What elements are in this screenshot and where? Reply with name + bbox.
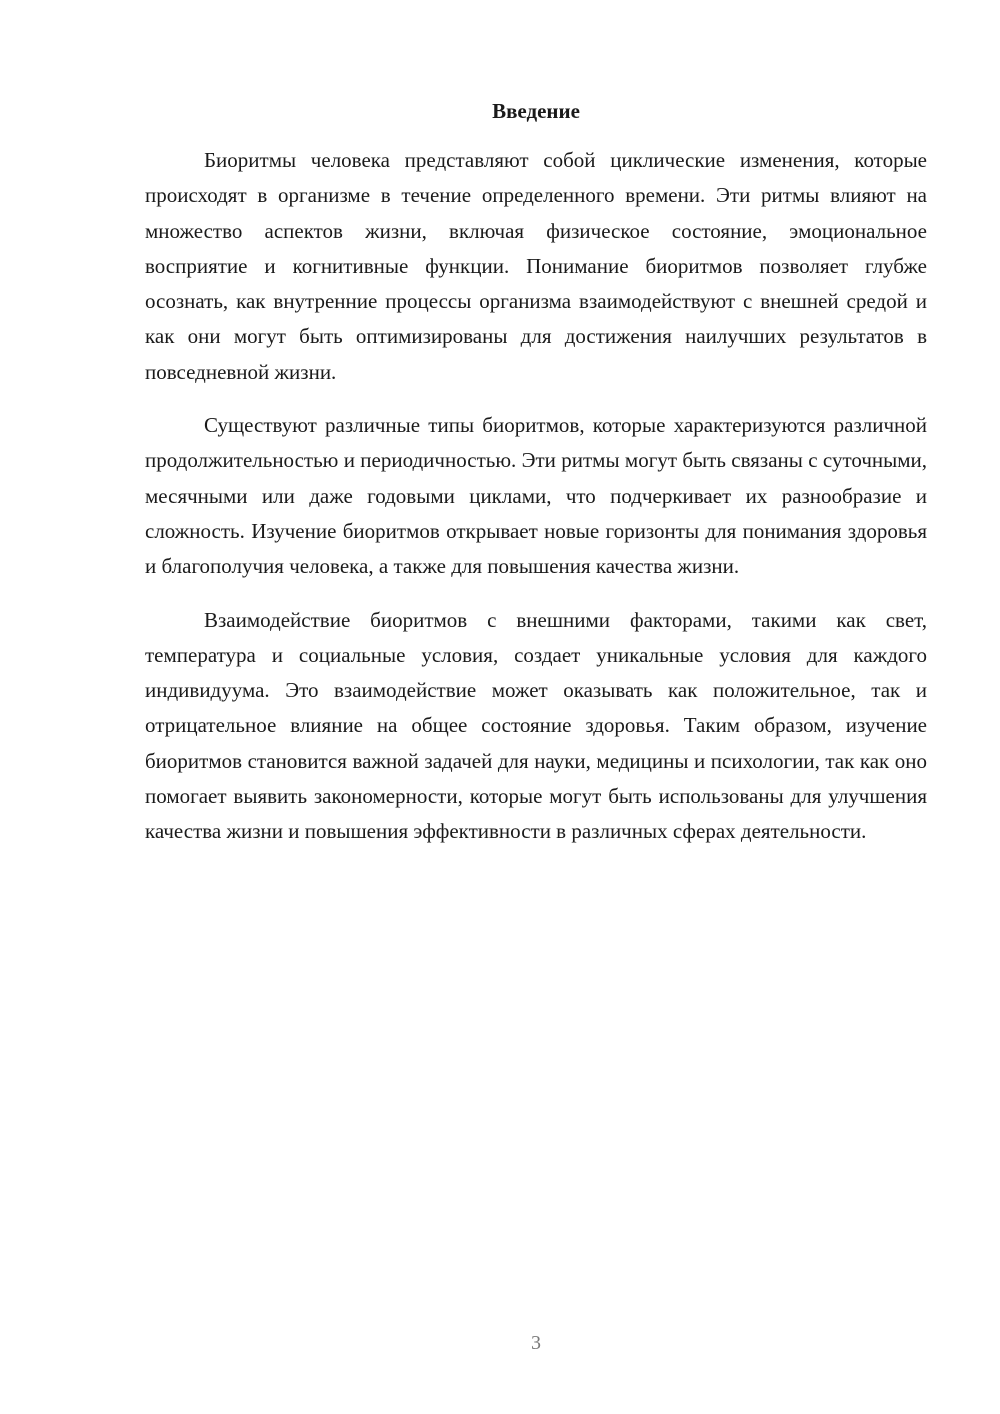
body-text bbox=[145, 143, 927, 868]
paragraph-2: Существуют различные типы биоритмов, которые характеризуются различной продолжительностью и периодичностью. Эти ритмы могут быть связаны с суточными, месячными или даже годовыми циклами, что подчеркивает их разнообразие и сложность. Изучение биоритмов открывает новые горизонты для понимания здоровья и благополучия человека, а также для повышения качества жизни. bbox=[145, 413, 927, 579]
section-title: Введение bbox=[492, 99, 580, 123]
paragraph-3: Взаимодействие биоритмов с внешними факторами, такими как свет, температура и социальные условия, создает уникальные условия для каждого индивидуума. Это взаимодействие может оказывать как положительное, так и отрицательное влияние на общее состояние здоровья. Таким образом, изучение биоритмов становится важной задачей для науки, медицины и психологии, так как оно помогает выявить закономерности, которые могут быть использованы для улучшения качества жизни и повышения эффективности в различных сферах деятельности. bbox=[145, 607, 927, 844]
page-number: 3 bbox=[531, 1332, 541, 1354]
paragraph-1: Биоритмы человека представляют собой циклические изменения, которые происходят в организме в течение определенного времени. Эти ритмы влияют на множество аспектов жизни, включая физическое состояние, эмоциональное восприятие и когнитивные функции. Понимание биоритмов позволяет глубже осознать, как внутренние процессы организма взаимодействуют с внешней средой и как они могут быть оптимизированы для достижения наилучших результатов в повседневной жизни. bbox=[145, 148, 927, 384]
